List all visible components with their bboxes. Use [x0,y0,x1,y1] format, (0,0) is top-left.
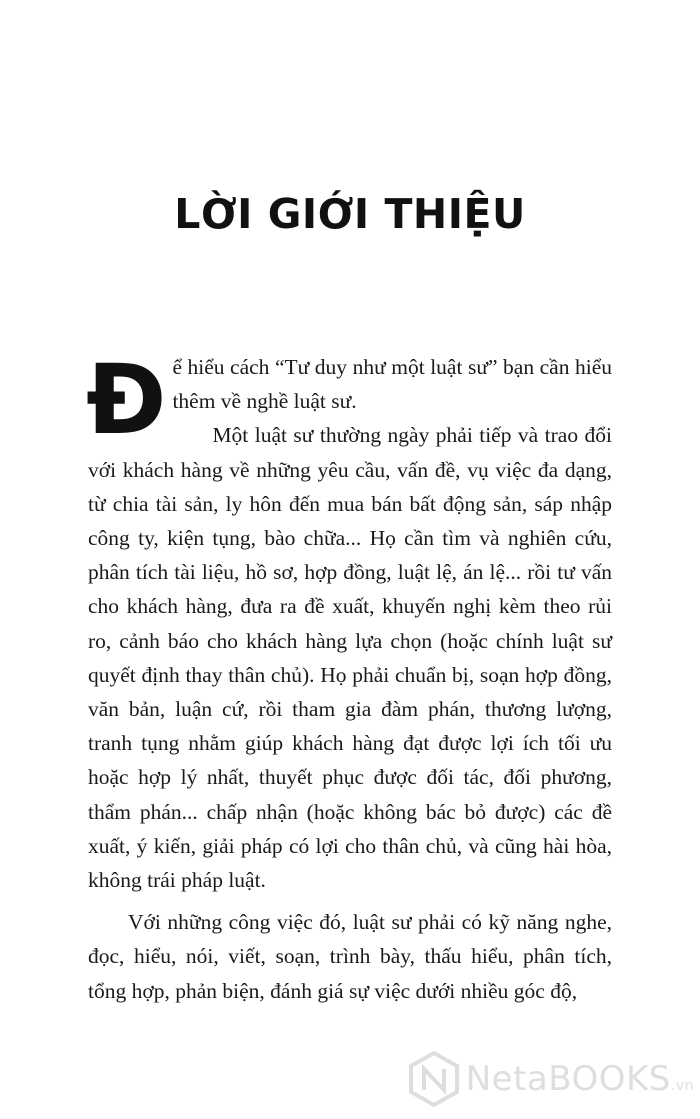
watermark [408,1051,694,1107]
watermark-text [466,1059,694,1099]
chapter-title: LỜI GIỚI THIỆU [174,190,526,238]
dropcap-letter: Đ [86,344,167,456]
body-text [86,344,612,1008]
watermark-brand: NetaBOOKS [465,1059,671,1099]
watermark-suffix: .vn [670,1078,694,1094]
paragraph-lawyer-duties: Một luật sư thường ngày phải tiếp và trao đổi với khách hàng về những yêu cầu, vấn đề, vụ việc đa dạng, từ chia tài sản, ly hôn đến mua bán bất động sản, sáp nhập công ty, kiện tụng, bào chữa... Họ cần tìm và nghiên cứu, phân tích tài liệu, hồ sơ, hợp đồng, luật lệ, án lệ... rồi tư vấn cho khách hàng, đưa ra đề xuất, khuyến nghị kèm theo rủi ro, cảnh báo cho khách hàng lựa chọn (hoặc chính luật sư quyết định thay thân chủ). Họ phải chuẩn bị, soạn hợp đồng, văn bản, luận cứ, rồi tham gia đàm phán, thương lượng, tranh tụng nhằm giúp khách hàng đạt được lợi ích tối ưu hoặc hợp lý nhất, thuyết phục được đối tác, đối phương, thẩm phán... chấp nhận (hoặc không bác bỏ được) các đề xuất, ý kiến, giải pháp có lợi cho thân chủ, và cũng hài hòa, không trái pháp luật. [88,423,612,893]
netabooks-logo-icon [408,1051,460,1107]
paragraph-intro-text: ể hiểu cách “Tư duy như một luật sư” bạn cần hiểu thêm về nghề luật sư. [172,355,612,414]
paragraph-intro [86,344,612,456]
paragraph-lawyer-skills: Với những công việc đó, luật sư phải có kỹ năng nghe, đọc, hiểu, nói, viết, soạn, trình bày, thấu hiểu, phân tích, tổng hợp, phản biện, đánh giá sự việc dưới nhiều góc độ, [88,910,612,1003]
